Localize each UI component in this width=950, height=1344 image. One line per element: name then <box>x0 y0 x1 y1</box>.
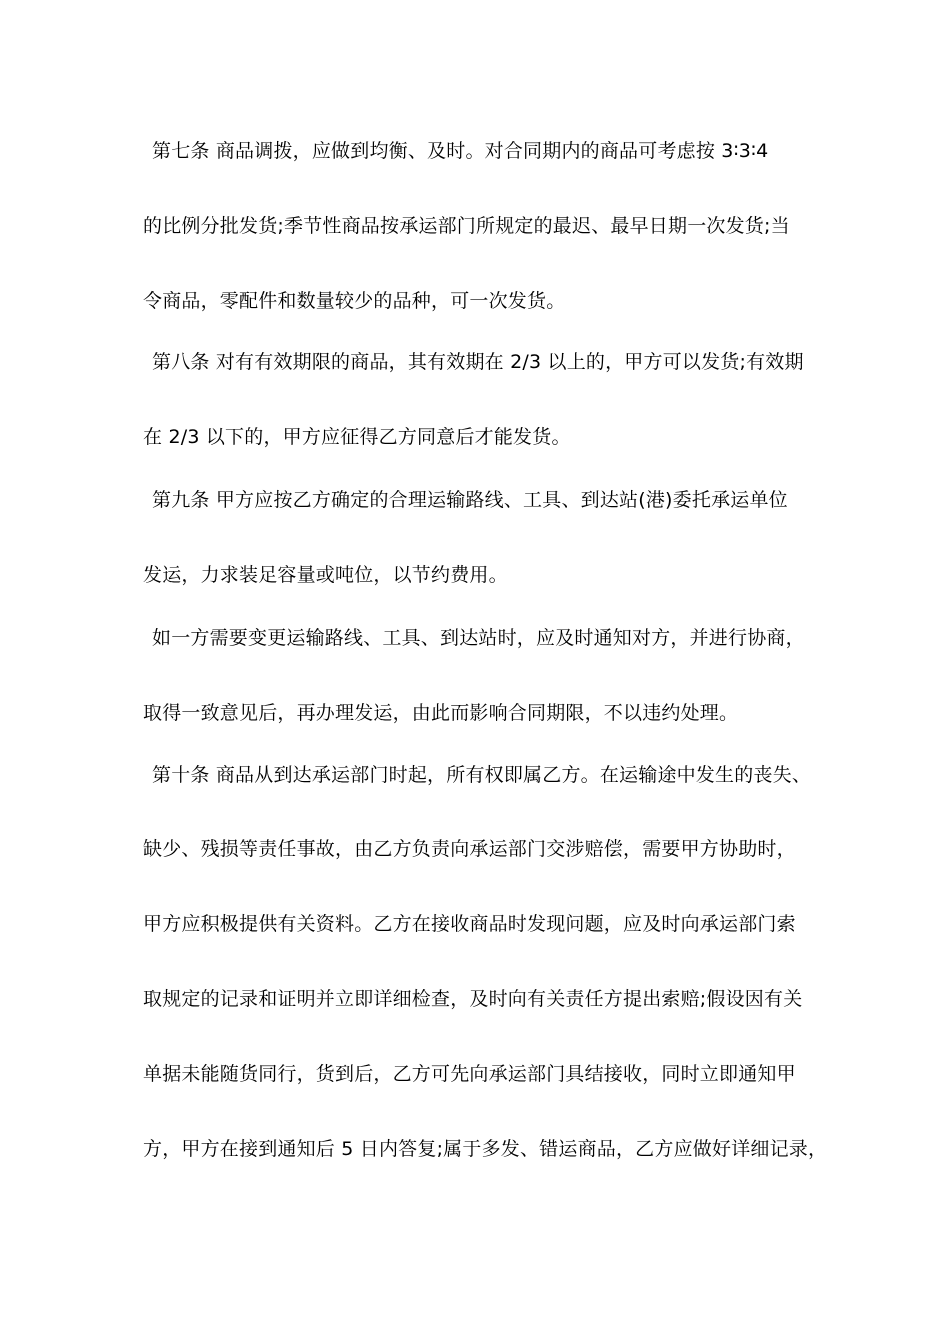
article-9-line-1: 第九条 甲方应按乙方确定的合理运输路线、工具、到达站(港)委托承运单位 <box>152 489 788 511</box>
article-7-line-3: 令商品，零配件和数量较少的品种，可一次发货。 <box>143 290 566 312</box>
article-10-line-5: 单据未能随货同行，货到后，乙方可先向承运部门具结接收，同时立即通知甲 <box>143 1063 796 1085</box>
article-10-line-1: 第十条 商品从到达承运部门时起，所有权即属乙方。在运输途中发生的丧失、 <box>152 764 812 786</box>
article-10-line-6: 方，甲方在接到通知后 5 日内答复;属于多发、错运商品，乙方应做好详细记录， <box>143 1138 828 1160</box>
article-10-line-2: 缺少、残损等责任事故，由乙方负责向承运部门交涉赔偿，需要甲方协助时， <box>143 838 796 860</box>
article-9-paragraph-2-line-1: 如一方需要变更运输路线、工具、到达站时，应及时通知对方，并进行协商， <box>152 627 805 649</box>
article-10-line-3: 甲方应积极提供有关资料。乙方在接收商品时发现问题，应及时向承运部门索 <box>143 913 796 935</box>
article-9-paragraph-2-line-2: 取得一致意见后，再办理发运，由此而影响合同期限，不以违约处理。 <box>143 702 739 724</box>
article-8-line-1: 第八条 对有有效期限的商品，其有效期在 2/3 以上的，甲方可以发货;有效期 <box>152 351 804 373</box>
article-8-line-2: 在 2/3 以下的，甲方应征得乙方同意后才能发货。 <box>143 426 571 448</box>
article-7-line-1: 第七条 商品调拨，应做到均衡、及时。对合同期内的商品可考虑按 3∶3∶4 <box>152 140 769 162</box>
article-7-line-2: 的比例分批发货;季节性商品按承运部门所规定的最迟、最早日期一次发货;当 <box>143 215 790 237</box>
article-10-line-4: 取规定的记录和证明并立即详细检查，及时向有关责任方提出索赔;假设因有关 <box>143 988 803 1010</box>
article-9-line-2: 发运，力求装足容量或吨位，以节约费用。 <box>143 564 508 586</box>
